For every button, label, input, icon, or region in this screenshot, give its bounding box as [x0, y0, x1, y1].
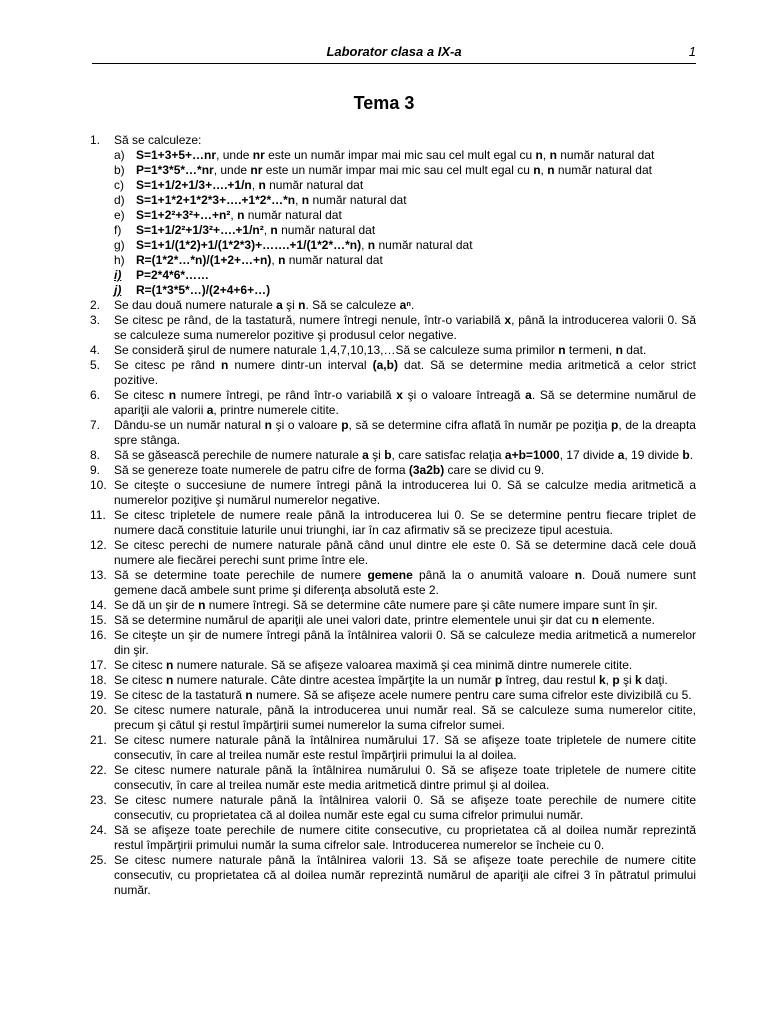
subitem-text: S=1+1*2+1*2*3+….+1*2*…*n, n număr natural dat [136, 193, 407, 207]
exercise-text: Să se determine numărul de apariţii ale unei valori date, printre elementele unui şir dat cu n elemente. [114, 613, 655, 627]
exercise-item [90, 673, 696, 688]
exercise-text: Să se găsească perechile de numere naturale a şi b, care satisfac relaţia a+b=1000, 17 divide a, 19 divide b. [114, 448, 694, 462]
exercise-number: 20. [90, 703, 107, 717]
exercise-number: 3. [90, 313, 101, 327]
exercise-number: 8. [90, 448, 101, 462]
page-number: 1 [688, 44, 696, 59]
exercise-item [90, 448, 696, 463]
exercise-number: 22. [90, 763, 107, 777]
exercise-subitem [90, 268, 696, 283]
exercise-number: 23. [90, 793, 107, 807]
exercise-text: Dându-se un număr natural n şi o valoare p, să se determine cifra aflată în număr pe poziţia p, de la dreapta spre stânga. [114, 418, 696, 447]
exercise-subitem [90, 253, 696, 268]
exercise-item [90, 538, 696, 568]
exercise-number: 21. [90, 733, 107, 747]
exercise-item [90, 313, 696, 343]
exercise-subitem [90, 223, 696, 238]
subitem-letter: f) [114, 223, 122, 237]
exercise-item [90, 763, 696, 793]
exercise-text: Se dau două numere naturale a şi n. Să se calculeze aⁿ. [114, 298, 415, 312]
exercise-text: Se citesc perechi de numere naturale până când unul dintre ele este 0. Să se determine dacă cele două numere ale fiecărei perechi sunt prime între ele. [114, 538, 696, 567]
subitem-letter: h) [114, 253, 125, 267]
exercise-item [90, 688, 696, 703]
subitem-letter: d) [114, 193, 125, 207]
exercise-item [90, 508, 696, 538]
exercise-text: Se citesc numere naturale, până la introducerea unui număr real. Să se calculeze suma numerelor citite, precum şi câtul şi restul împărţirii sumei numerelor la suma cifrelor sumei. [114, 703, 696, 732]
subitem-letter: j) [114, 283, 122, 297]
exercise-number: 9. [90, 463, 101, 477]
exercise-item [90, 388, 696, 418]
subitem-text: S=1+1/2+1/3+….+1/n, n număr natural dat [136, 178, 364, 192]
exercise-number: 4. [90, 343, 101, 357]
exercise-number: 1. [90, 133, 101, 147]
page-header [92, 44, 696, 62]
subitem-letter: b) [114, 163, 125, 177]
exercise-number: 16. [90, 628, 107, 642]
exercise-number: 13. [90, 568, 107, 582]
exercise-number: 17. [90, 658, 107, 672]
subitem-letter: e) [114, 208, 125, 222]
subitem-text: S=1+2²+3²+…+n², n număr natural dat [136, 208, 342, 222]
exercise-number: 10. [90, 478, 107, 492]
exercise-number: 2. [90, 298, 101, 312]
exercise-list [90, 133, 696, 898]
exercise-item [90, 823, 696, 853]
exercise-number: 14. [90, 598, 107, 612]
subitem-text: P=2*4*6*…… [136, 268, 210, 282]
exercise-text: Se citesc n numere naturale. Câte dintre acestea împărţite la un număr p întreg, dau restul k, p şi k daţi. [114, 673, 668, 687]
exercise-text: Se citesc numere naturale până la întâlnirea numărului 0. Să se afişeze toate tripletele de numere citite consecutiv, în care al treilea număr este media aritmetică dintre primul şi al doilea. [114, 763, 696, 792]
exercise-text: Să se calculeze: [114, 133, 202, 147]
exercise-number: 7. [90, 418, 101, 432]
exercise-text: Să se genereze toate numerele de patru cifre de forma (3a2b) care se divid cu 9. [114, 463, 545, 477]
exercise-subitem [90, 193, 696, 208]
document-title: Tema 3 [353, 93, 415, 113]
exercise-item [90, 628, 696, 658]
exercise-subitem [90, 283, 696, 298]
exercise-number: 19. [90, 688, 107, 702]
exercise-item [90, 568, 696, 598]
exercise-number: 5. [90, 358, 101, 372]
exercise-item [90, 358, 696, 388]
exercise-text: Să se afişeze toate perechile de numere citite consecutive, cu proprietatea că al doilea număr reprezintă restul împărţirii primului număr la suma cifrelor sale. Introducerea numerelor se încheie cu 0. [114, 823, 696, 852]
exercise-text: Se citesc n numere întregi, pe rând într-o variabilă x şi o valoare întreagă a. Să se determine numărul de apariţii ale valorii a, printre numerele citite. [114, 388, 696, 417]
exercise-subitem [90, 178, 696, 193]
subitem-letter: c) [114, 178, 124, 192]
exercise-item [90, 478, 696, 508]
exercise-item [90, 133, 696, 148]
exercise-text: Se dă un şir de n numere întregi. Să se determine câte numere pare şi câte numere impare sunt în şir. [114, 598, 658, 612]
exercise-item [90, 853, 696, 898]
exercise-text: Se citesc pe rând, de la tastatură, numere întregi nenule, într-o variabilă x, până la introducerea valorii 0. Să se calculeze suma numerelor pozitive şi produsul celor negative. [114, 313, 696, 342]
exercise-subitem [90, 238, 696, 253]
subitem-text: S=1+3+5+…nr, unde nr este un număr impar mai mic sau cel mult egal cu n, n număr natural dat [136, 148, 655, 162]
exercise-text: Se citesc pe rând n numere dintr-un interval (a,b) dat. Să se determine media aritmetică a celor strict pozitive. [114, 358, 696, 387]
subitem-letter: i) [114, 268, 122, 282]
header-title: Laborator clasa a IX-a [326, 44, 462, 59]
exercise-item [90, 703, 696, 733]
exercise-item [90, 418, 696, 448]
exercise-subitem [90, 148, 696, 163]
exercise-item [90, 733, 696, 763]
exercise-number: 24. [90, 823, 107, 837]
subitem-text: R=(1*2*…*n)/(1+2+…+n), n număr natural dat [136, 253, 383, 267]
exercise-item [90, 613, 696, 628]
exercise-item [90, 598, 696, 613]
exercise-text: Se citesc numere naturale până la întâlnirea valorii 13. Să se afişeze toate perechile de numere citite consecutiv, cu proprietatea că al doilea număr reprezintă numărul de apariţii ale cifrei 3 în pătratul primului număr. [114, 853, 696, 897]
exercise-number: 6. [90, 388, 101, 402]
exercise-number: 12. [90, 538, 107, 552]
subitem-text: S=1+1/2²+1/3²+….+1/n², n număr natural dat [136, 223, 376, 237]
exercise-item [90, 343, 696, 358]
exercise-item [90, 658, 696, 673]
exercise-text: Se citesc tripletele de numere reale până la introducerea lui 0. Se se determine pentru fiecare triplet de numere dacă constituie laturile unui triunghi, iar în caz afirmativ să se precizeze tipul acestuia. [114, 508, 696, 537]
exercise-item [90, 298, 696, 313]
exercise-subitem [90, 163, 696, 178]
subitem-text: R=(1*3*5*…)/(2+4+6+…) [136, 283, 271, 297]
exercise-text: Se consideră şirul de numere naturale 1,4,7,10,13,…Să se calculeze suma primilor n termeni, n dat. [114, 343, 647, 357]
exercise-text: Se citesc n numere naturale. Să se afişeze valoarea maximă şi cea minimă dintre numerele citite. [114, 658, 633, 672]
subitem-letter: g) [114, 238, 125, 252]
exercise-item [90, 463, 696, 478]
header-rule [92, 63, 696, 64]
exercise-subitem [90, 208, 696, 223]
exercise-item [90, 793, 696, 823]
exercise-number: 11. [90, 508, 106, 522]
exercise-text: Se citeşte un şir de numere întregi până la întâlnirea valorii 0. Să se calculeze media aritmetică a numerelor din şir. [114, 628, 696, 657]
subitem-letter: a) [114, 148, 125, 162]
exercise-text: Se citesc numere naturale până la întâlnirea numărului 17. Să se afişeze toate tripletele de numere citite consecutiv, în care al treilea număr este restul împărţirii primului la al doilea. [114, 733, 696, 762]
exercise-number: 15. [90, 613, 107, 627]
exercise-number: 25. [90, 853, 107, 867]
exercise-number: 18. [90, 673, 107, 687]
subitem-text: P=1*3*5*…*nr, unde nr este un număr impar mai mic sau cel mult egal cu n, n număr natural dat [136, 163, 652, 177]
exercise-text: Se citesc numere naturale până la întâlnirea valorii 0. Să se afişeze toate perechile de numere citite consecutiv, cu proprietatea că al doilea număr este egal cu suma cifrelor primului număr. [114, 793, 696, 822]
exercise-text: Să se determine toate perechile de numere gemene până la o anumită valoare n. Două numere sunt gemene dacă ambele sunt prime şi diferenţa absolută este 2. [114, 568, 696, 597]
exercise-text: Se citeşte o succesiune de numere întregi până la introducerea lui 0. Să se calculze media aritmetică a numerelor poziţive şi numărul numerelor negative. [114, 478, 696, 507]
subitem-text: S=1+1/(1*2)+1/(1*2*3)+…….+1/(1*2*…*n), n număr natural dat [136, 238, 473, 252]
exercise-text: Se citesc de la tastatură n numere. Să se afişeze acele numere pentru care suma cifrelor este divizibilă cu 5. [114, 688, 692, 702]
